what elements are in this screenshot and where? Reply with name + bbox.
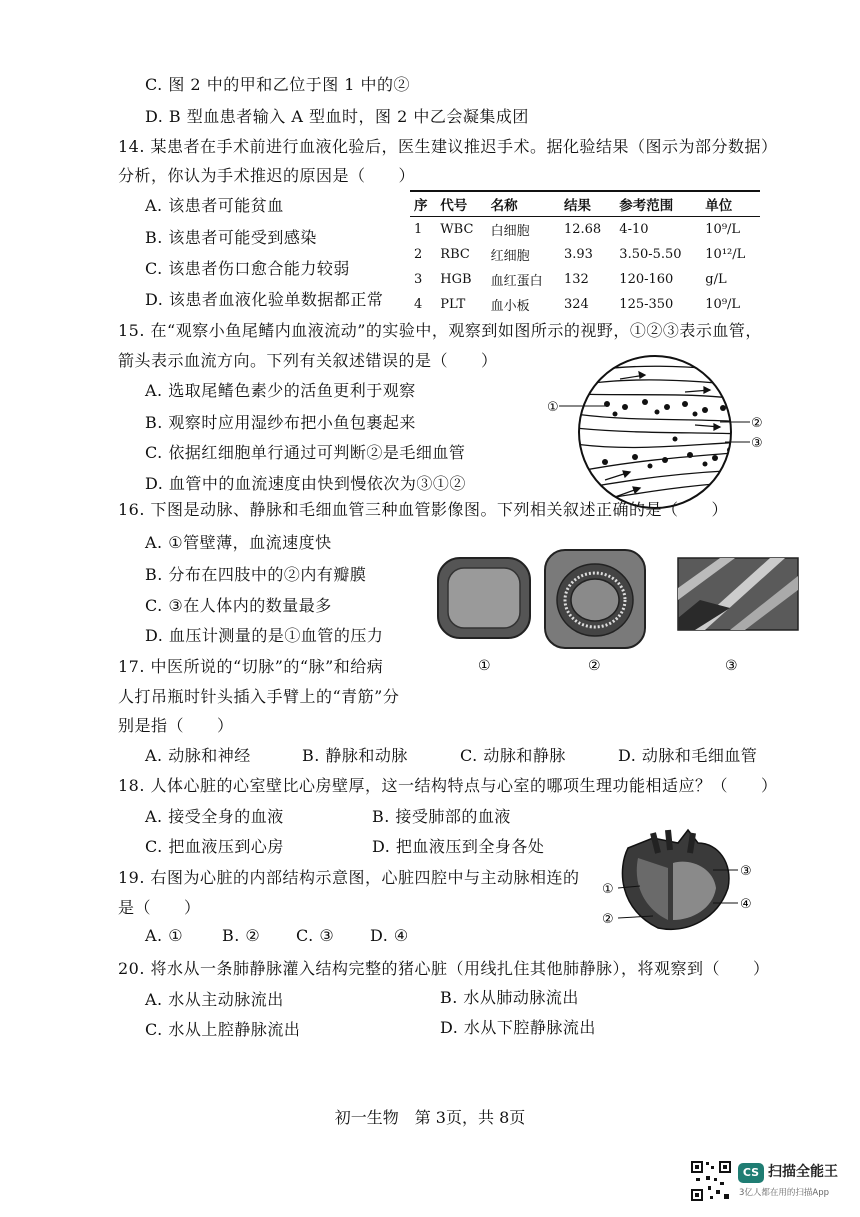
scanner-logo: CS [738, 1163, 764, 1183]
q19-stem-line2: 是（ ） [118, 898, 201, 917]
table-row [410, 217, 760, 243]
q17-stem-line1: 17. 中医所说的“切脉”的“脉”和给病 [118, 657, 384, 676]
table-cell: 10⁹/L [705, 297, 741, 312]
q20-option-a: A. 水从主动脉流出 [145, 990, 284, 1009]
table-cell: PLT [440, 297, 466, 312]
heart-label-4: ④ [740, 897, 752, 912]
q14-stem-line1: 14. 某患者在手术前进行血液化验后，医生建议推迟手术。据化验结果（图示为部分数据） [118, 137, 778, 156]
heart-label-3: ③ [740, 864, 752, 879]
q20-stem: 20. 将水从一条肺静脉灌入结构完整的猪心脏（用线扎住其他肺静脉），将观察到（ ） [118, 959, 770, 978]
q16-option-c: C. ③在人体内的数量最多 [145, 596, 332, 615]
col-header: 单位 [701, 191, 760, 217]
heart-label-2: ② [602, 912, 614, 927]
col-header: 参考范围 [615, 191, 701, 217]
table-cell: 3.50-5.50 [619, 247, 682, 262]
table-row [410, 242, 760, 267]
table-cell: 白细胞 [490, 224, 530, 239]
q17-stem-line2: 人打吊瓶时针头插入手臂上的“青筋”分 [118, 687, 400, 706]
q19-option-b: B. ② [222, 926, 261, 945]
q15-stem-line1: 15. 在“观察小鱼尾鳍内血液流动”的实验中，观察到如图所示的视野，①②③表示血管， [118, 321, 762, 340]
q20-option-c: C. 水从上腔静脉流出 [145, 1020, 301, 1039]
table-cell: 132 [563, 272, 589, 287]
table-cell: WBC [440, 222, 474, 237]
col-header: 名称 [487, 191, 560, 217]
q14-option-d: D. 该患者血液化验单数据都正常 [145, 290, 384, 309]
table-cell: 10⁹/L [705, 222, 741, 237]
col-header: 结果 [560, 191, 615, 217]
q17-option-c: C. 动脉和静脉 [460, 746, 566, 765]
table-cell: 125-350 [619, 297, 674, 312]
q17-option-b: B. 静脉和动脉 [302, 746, 408, 765]
table-row [410, 267, 760, 292]
q20-option-d: D. 水从下腔静脉流出 [440, 1018, 596, 1037]
q18-option-d: D. 把血液压到全身各处 [372, 837, 545, 856]
q15-stem-line2: 箭头表示血流方向。下列有关叙述错误的是（ ） [118, 351, 498, 370]
table-cell: g/L [705, 272, 727, 287]
table-cell: 血红蛋白 [490, 274, 543, 289]
vessel-label-2: ② [588, 658, 601, 674]
q19-option-a: A. ① [145, 926, 184, 945]
q16-option-a: A. ①管壁薄，血流速度快 [145, 533, 332, 552]
q15-option-b: B. 观察时应用湿纱布把小鱼包裹起来 [145, 413, 416, 432]
q18-option-c: C. 把血液压到心房 [145, 837, 284, 856]
q17-option-d: D. 动脉和毛细血管 [618, 746, 758, 765]
table-cell: 红细胞 [490, 249, 530, 264]
q15-option-c: C. 依据红细胞单行通过可判断②是毛细血管 [145, 443, 466, 462]
q14-option-b: B. 该患者可能受到感染 [145, 228, 317, 247]
q15-option-a: A. 选取尾鳍色素少的活鱼更利于观察 [145, 381, 416, 400]
table-cell: 120-160 [619, 272, 674, 287]
vessel-label-1: ① [478, 658, 491, 674]
q20-option-b: B. 水从肺动脉流出 [440, 988, 579, 1007]
col-header: 序 [410, 191, 436, 217]
fish-tail-microscope-figure [545, 352, 770, 512]
q18-option-b: B. 接受肺部的血液 [372, 807, 511, 826]
table-cell: RBC [440, 247, 470, 262]
fish-label-1: ① [547, 400, 559, 415]
table-cell: 3.93 [563, 247, 593, 262]
heart-label-1: ① [602, 882, 614, 897]
table-cell: 10¹²/L [705, 247, 746, 262]
blood-vessel-figure [430, 548, 810, 676]
qr-code-icon [690, 1160, 732, 1202]
q14-option-a: A. 该患者可能贫血 [145, 196, 284, 215]
table-cell: 血小板 [490, 299, 530, 314]
q19-option-c: C. ③ [296, 926, 335, 945]
q13-option-d: D. B 型血患者输入 A 型血时，图 2 中乙会凝集成团 [145, 107, 529, 126]
q18-option-a: A. 接受全身的血液 [145, 807, 284, 826]
blood-test-table [410, 190, 760, 317]
table-cell: 324 [563, 297, 589, 312]
q16-option-d: D. 血压计测量的是①血管的压力 [145, 626, 384, 645]
q16-option-b: B. 分布在四肢中的②内有瓣膜 [145, 565, 367, 584]
fish-label-3: ③ [751, 436, 763, 451]
table-cell: 12.68 [563, 222, 602, 237]
table-cell: 4-10 [619, 222, 649, 237]
table-cell: 3 [414, 272, 423, 287]
table-row [410, 292, 760, 317]
q17-stem-line3: 别是指（ ） [118, 716, 234, 735]
q17-option-a: A. 动脉和神经 [145, 746, 251, 765]
page-footer: 初一生物 第 3页，共 8页 [334, 1108, 526, 1127]
q15-option-d: D. 血管中的血流速度由快到慢依次为③①② [145, 474, 466, 493]
scanner-name: 扫描全能王 [768, 1164, 838, 1180]
vessel-label-3: ③ [725, 658, 738, 674]
heart-structure-figure [598, 828, 763, 936]
table-cell: 4 [414, 297, 423, 312]
col-header: 代号 [436, 191, 486, 217]
q14-stem-line2: 分析，你认为手术推迟的原因是（ ） [118, 166, 416, 185]
q19-stem-line1: 19. 右图为心脏的内部结构示意图，心脏四腔中与主动脉相连的 [118, 868, 580, 887]
table-cell: HGB [440, 272, 472, 287]
q18-stem: 18. 人体心脏的心室壁比心房壁厚，这一结构特点与心室的哪项生理功能相适应？（ ） [118, 776, 778, 795]
scanner-tagline: 3亿人都在用的扫描App [739, 1188, 830, 1198]
q19-option-d: D. ④ [370, 926, 409, 945]
q13-option-c: C. 图 2 中的甲和乙位于图 1 中的② [145, 75, 411, 94]
table-cell: 1 [414, 222, 423, 237]
q16-stem: 16. 下图是动脉、静脉和毛细血管三种血管影像图。下列相关叙述正确的是（ ） [118, 500, 729, 519]
fish-label-2: ② [751, 416, 763, 431]
q14-option-c: C. 该患者伤口愈合能力较弱 [145, 259, 350, 278]
table-cell: 2 [414, 247, 423, 262]
